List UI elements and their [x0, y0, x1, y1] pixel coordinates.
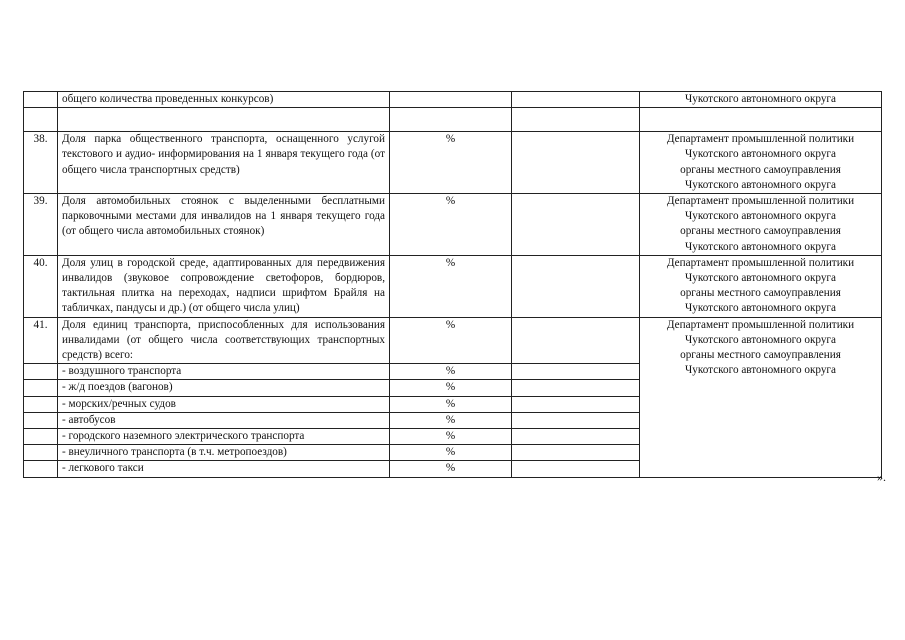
row-number: 40. — [24, 255, 58, 317]
value-cell — [512, 255, 640, 317]
row-number: 39. — [24, 194, 58, 256]
unit-cell: % — [390, 364, 512, 380]
row-number — [24, 396, 58, 412]
value-cell — [512, 92, 640, 108]
table-row — [24, 194, 882, 256]
unit-cell: % — [390, 317, 512, 364]
table-row-spacer — [24, 108, 882, 132]
unit-cell — [390, 92, 512, 108]
table-row — [24, 132, 882, 194]
indicator-name: Доля единиц транспорта, приспособленных для использования инвалидами (от общего числа соответствующих транспортных средств) всего: — [58, 317, 390, 364]
value-cell — [512, 132, 640, 194]
indicator-name: Доля автомобильных стоянок с выделенными бесплатными парковочными местами для инвалидов на 1 января текущего года (от общего числа автомобильных стоянок) — [58, 194, 390, 256]
value-cell — [512, 429, 640, 445]
unit-cell: % — [390, 194, 512, 256]
unit-cell: % — [390, 396, 512, 412]
row-number: 38. — [24, 132, 58, 194]
row-number — [24, 380, 58, 396]
value-cell — [512, 461, 640, 477]
unit-cell: % — [390, 461, 512, 477]
indicators-table — [23, 91, 882, 478]
indicator-name: - ж/д поездов (вагонов) — [58, 380, 390, 396]
value-cell — [512, 445, 640, 461]
value-cell — [512, 380, 640, 396]
indicator-name: - воздушного транспорта — [58, 364, 390, 380]
indicator-name: - легкового такси — [58, 461, 390, 477]
value-cell — [512, 194, 640, 256]
row-number — [24, 461, 58, 477]
row-number: 41. — [24, 317, 58, 364]
table-row-continuation — [24, 92, 882, 108]
indicator-name: общего количества проведенных конкурсов) — [58, 92, 390, 108]
row-number — [24, 429, 58, 445]
unit-cell: % — [390, 412, 512, 428]
row-number — [24, 364, 58, 380]
table-row — [24, 317, 882, 364]
unit-cell: % — [390, 255, 512, 317]
indicator-name: - городского наземного электрического транспорта — [58, 429, 390, 445]
closing-quote-mark: ». — [877, 470, 886, 484]
responsible-department: Департамент промышленной политики Чукотского автономного округа органы местного самоуправления Чукотского автономного округа — [640, 317, 882, 477]
table-row — [24, 255, 882, 317]
row-number — [24, 92, 58, 108]
value-cell — [512, 412, 640, 428]
unit-cell: % — [390, 380, 512, 396]
row-number — [24, 412, 58, 428]
indicator-name: - морских/речных судов — [58, 396, 390, 412]
value-cell — [512, 364, 640, 380]
value-cell — [512, 396, 640, 412]
unit-cell: % — [390, 132, 512, 194]
responsible-department: Департамент промышленной политики Чукотского автономного округа органы местного самоуправления Чукотского автономного округа — [640, 194, 882, 256]
responsible-department: Департамент промышленной политики Чукотского автономного округа органы местного самоуправления Чукотского автономного округа — [640, 132, 882, 194]
indicator-name: Доля улиц в городской среде, адаптированных для передвижения инвалидов (звуковое сопровождение светофоров, бордюров, тактильная плитка на переходах, надписи шрифтом Брайля на табличках, пандусы и др.) (от общего числа улиц) — [58, 255, 390, 317]
indicator-name: Доля парка общественного транспорта, оснащенного услугой текстового и аудио- информирования на 1 января текущего года (от общего числа транспортных средств) — [58, 132, 390, 194]
row-number — [24, 445, 58, 461]
unit-cell: % — [390, 429, 512, 445]
indicator-name: - автобусов — [58, 412, 390, 428]
responsible-department: Департамент промышленной политики Чукотского автономного округа органы местного самоуправления Чукотского автономного округа — [640, 255, 882, 317]
value-cell — [512, 317, 640, 364]
unit-cell: % — [390, 445, 512, 461]
responsible-department: Чукотского автономного округа — [640, 92, 882, 108]
indicator-name: - внеуличного транспорта (в т.ч. метропоездов) — [58, 445, 390, 461]
